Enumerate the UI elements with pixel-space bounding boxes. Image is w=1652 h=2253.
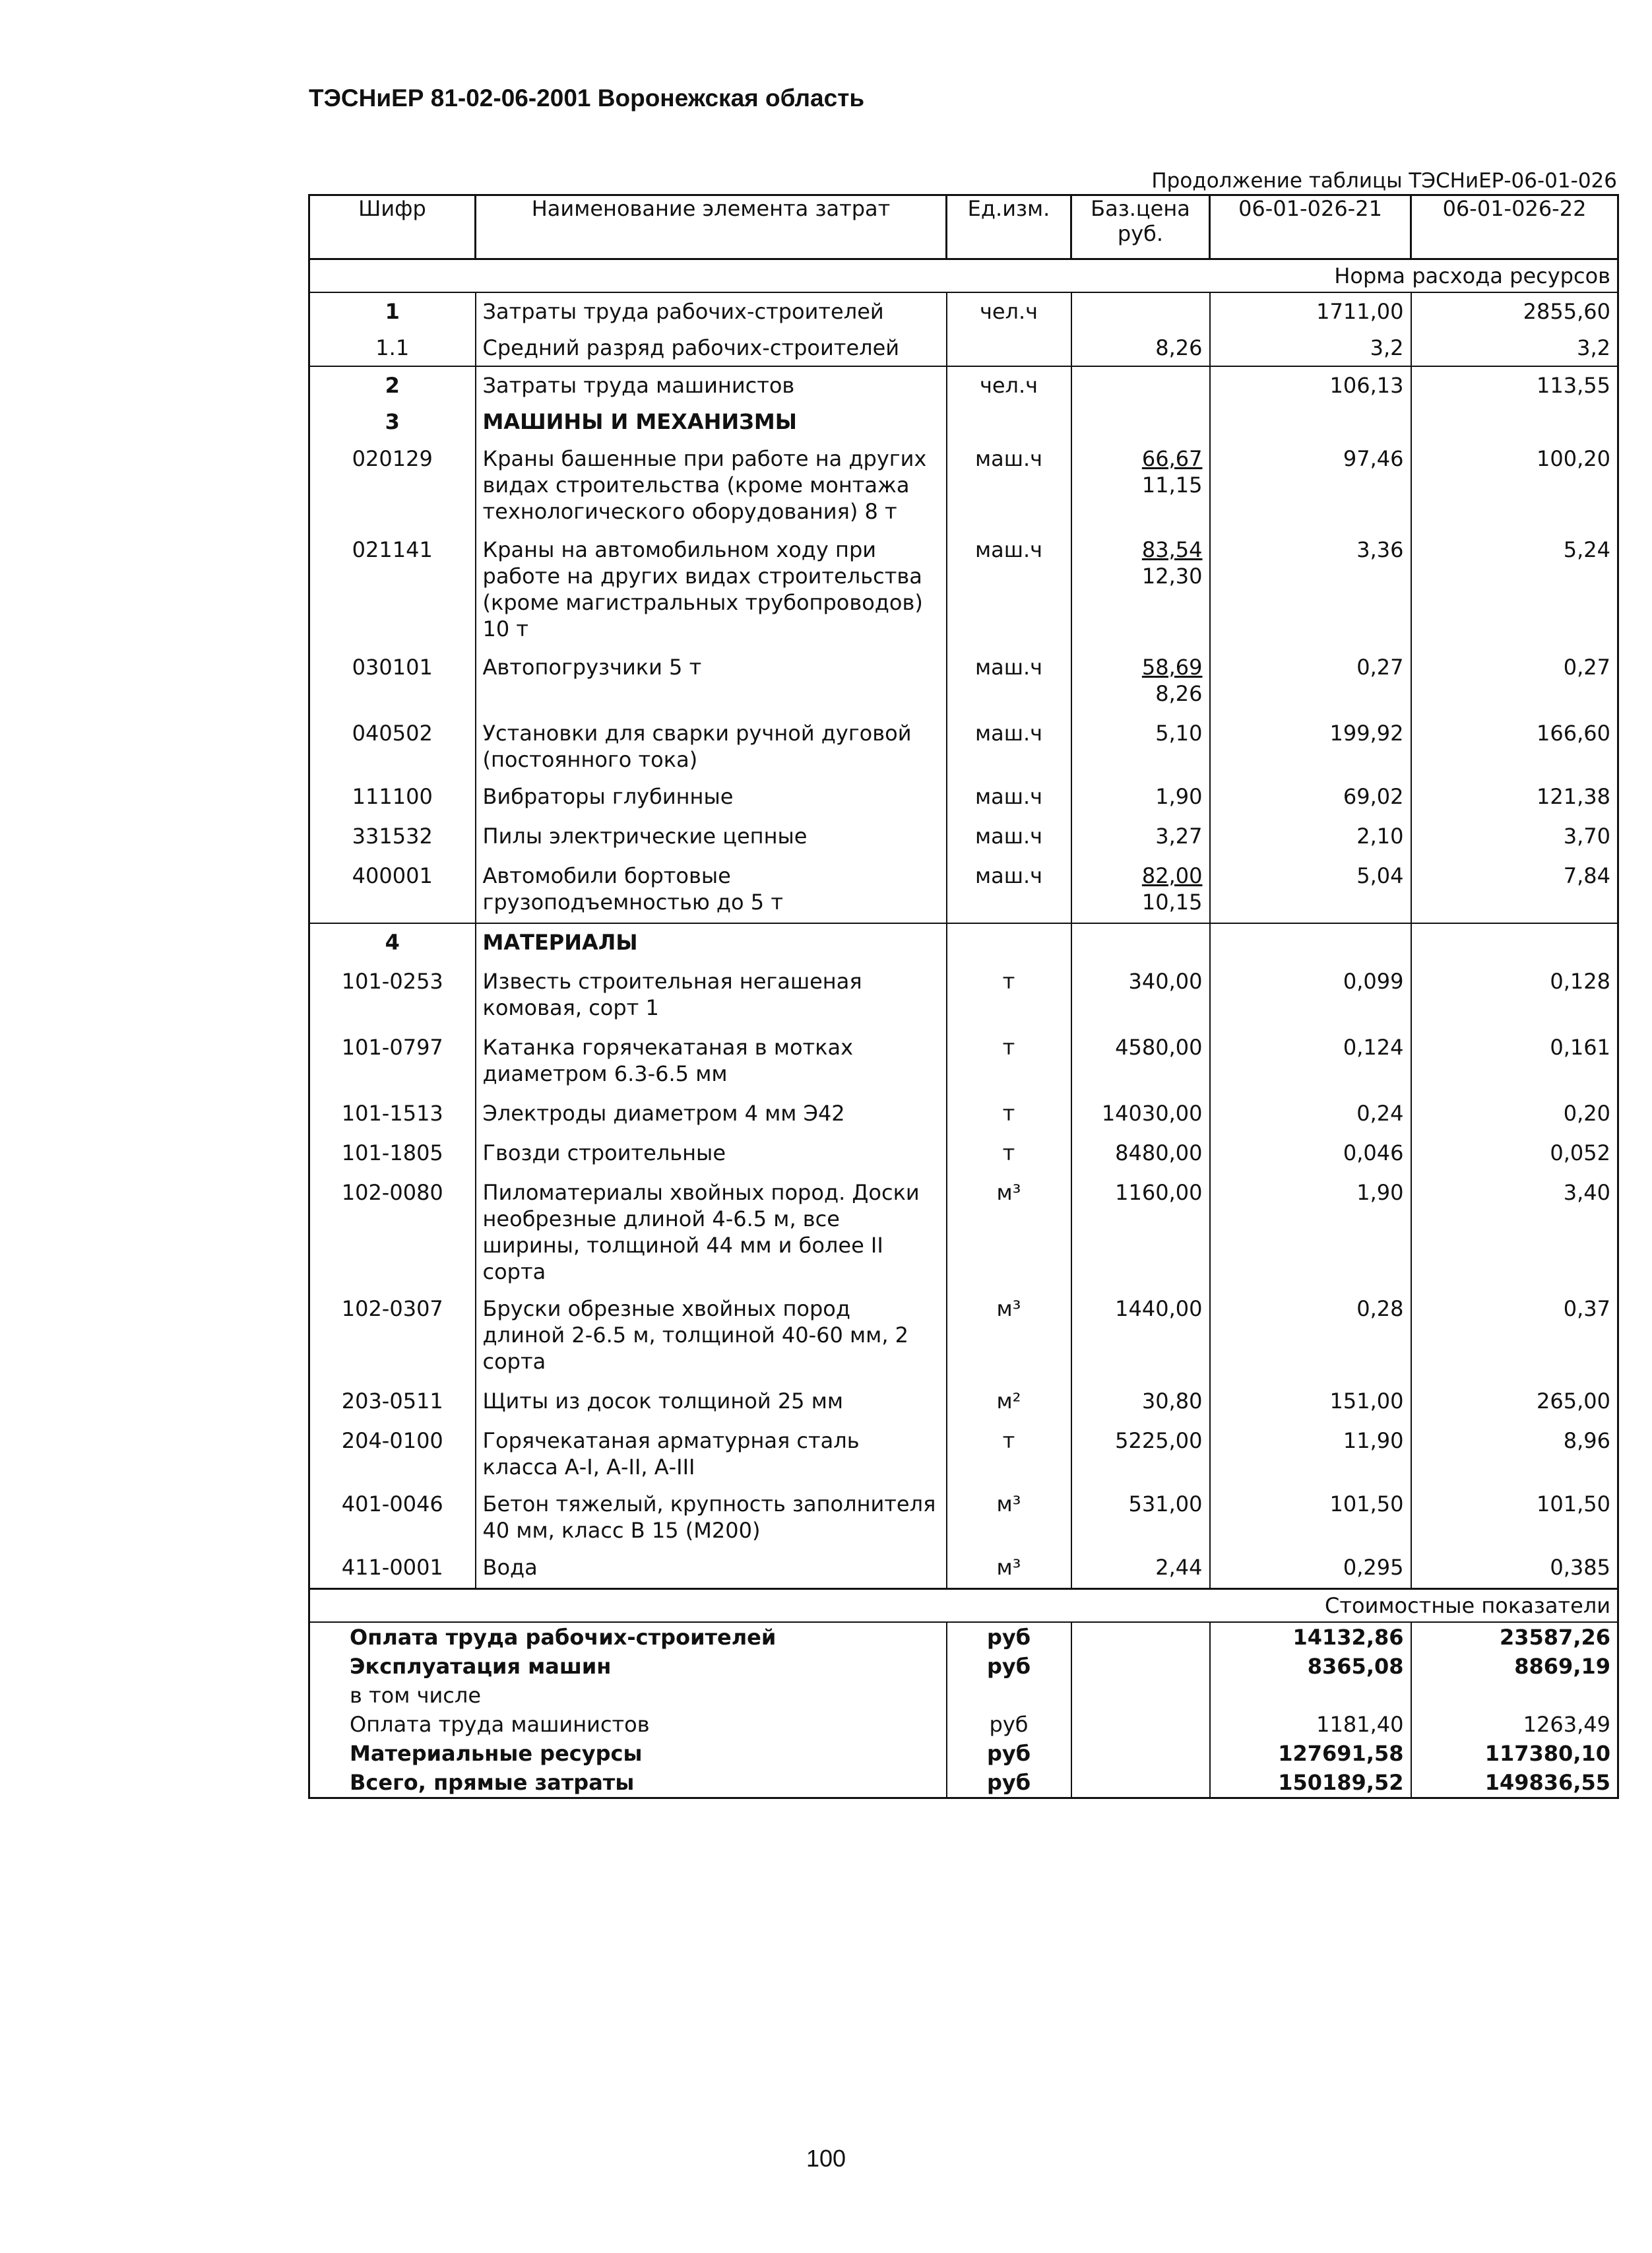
row-unit: маш.ч: [947, 649, 1071, 715]
row-base-price: [1071, 818, 1210, 857]
row-code: 021141: [309, 531, 476, 649]
row-code: 102-0080: [309, 1174, 476, 1290]
row-base-price-value: 2,44: [1155, 1555, 1203, 1580]
row-base-price: [1071, 1383, 1210, 1422]
row-value-a: 5,04: [1210, 857, 1411, 923]
totals-unit: руб: [947, 1710, 1071, 1739]
row-base-price: [1071, 403, 1210, 440]
row-base-price-operator-wage: 12,30: [1141, 564, 1203, 589]
table-row: [309, 531, 1618, 649]
table-row: [309, 1095, 1618, 1134]
totals-base-price: [1071, 1681, 1210, 1710]
row-value-b: 0,052: [1411, 1134, 1618, 1174]
row-value-a: 106,13: [1210, 366, 1411, 403]
row-value-a: 0,28: [1210, 1290, 1411, 1383]
row-base-price-value: 1,90: [1155, 784, 1203, 809]
table-row: [309, 1174, 1618, 1290]
row-value-a: 0,099: [1210, 963, 1411, 1029]
totals-label: Эксплуатация машин: [309, 1652, 947, 1681]
row-code: 3: [309, 403, 476, 440]
row-value-a: 0,24: [1210, 1095, 1411, 1134]
totals-value-b: 23587,26: [1411, 1622, 1618, 1652]
table-row: [309, 329, 1618, 366]
row-base-price-value: 531,00: [1128, 1491, 1203, 1517]
table-body: [309, 259, 1618, 1798]
norm-header-row: [309, 259, 1618, 293]
row-value-a: 1,90: [1210, 1174, 1411, 1290]
row-base-price-value: 30,80: [1141, 1388, 1203, 1414]
row-base-price-value: 5225,00: [1115, 1428, 1203, 1453]
table-row: [309, 403, 1618, 440]
totals-base-price: [1071, 1652, 1210, 1681]
table-row: [309, 1134, 1618, 1174]
totals-row: [309, 1710, 1618, 1739]
row-code: 101-1805: [309, 1134, 476, 1174]
row-value-a: 0,295: [1210, 1549, 1411, 1588]
row-base-price: [1071, 963, 1210, 1029]
totals-value-a: 1181,40: [1210, 1710, 1411, 1739]
table-row: [309, 1290, 1618, 1383]
row-base-price-value: 14030,00: [1101, 1101, 1203, 1126]
row-value-a: 97,46: [1210, 440, 1411, 531]
table-row: [309, 715, 1618, 778]
row-value-a: 3,36: [1210, 531, 1411, 649]
row-name: Вода: [476, 1549, 947, 1588]
header-unit: Ед.изм.: [947, 195, 1071, 259]
cost-header-row: [309, 1588, 1618, 1622]
table-row: [309, 649, 1618, 715]
row-unit: чел.ч: [947, 292, 1071, 329]
row-value-b: 0,27: [1411, 649, 1618, 715]
row-name: Установки для сварки ручной дуговой (постоянного тока): [476, 715, 947, 778]
totals-value-a: 14132,86: [1210, 1622, 1411, 1652]
totals-value-a: [1210, 1681, 1411, 1710]
row-unit: маш.ч: [947, 818, 1071, 857]
totals-value-b: 149836,55: [1411, 1768, 1618, 1798]
row-base-price: [1071, 1549, 1210, 1588]
row-code: 203-0511: [309, 1383, 476, 1422]
row-name: Вибраторы глубинные: [476, 778, 947, 818]
row-unit: чел.ч: [947, 366, 1071, 403]
totals-row: [309, 1622, 1618, 1652]
totals-unit: руб: [947, 1768, 1071, 1798]
row-unit: м³: [947, 1174, 1071, 1290]
header-base-price-line1: Баз.цена: [1091, 196, 1190, 221]
totals-unit: руб: [947, 1652, 1071, 1681]
row-unit: м³: [947, 1290, 1071, 1383]
table-row: [309, 292, 1618, 329]
row-value-a: 69,02: [1210, 778, 1411, 818]
row-name: Известь строительная негашеная комовая, сорт 1: [476, 963, 947, 1029]
table-continuation-note: Продолжение таблицы ТЭСНиЕР-06-01-026: [1151, 169, 1617, 193]
table-row: [309, 366, 1618, 403]
totals-label: Всего, прямые затраты: [309, 1768, 947, 1798]
row-base-price: [1071, 1134, 1210, 1174]
header-name: Наименование элемента затрат: [476, 195, 947, 259]
page-number: 100: [806, 2145, 846, 2172]
totals-label: в том числе: [309, 1681, 947, 1710]
row-name: Бруски обрезные хвойных пород длиной 2-6.5 м, толщиной 40-60 мм, 2 сорта: [476, 1290, 947, 1383]
row-base-price: [1071, 778, 1210, 818]
totals-value-b: 8869,19: [1411, 1652, 1618, 1681]
row-unit: маш.ч: [947, 857, 1071, 923]
row-code: 400001: [309, 857, 476, 923]
row-code: 411-0001: [309, 1549, 476, 1588]
row-base-price: [1071, 1422, 1210, 1486]
totals-unit: руб: [947, 1622, 1071, 1652]
row-base-price: [1071, 1174, 1210, 1290]
totals-value-b: 117380,10: [1411, 1739, 1618, 1768]
table-row: [309, 1383, 1618, 1422]
row-value-a: [1210, 923, 1411, 963]
row-base-price-value: 5,10: [1155, 721, 1203, 746]
row-base-price-value: 1440,00: [1115, 1296, 1203, 1321]
row-code: 111100: [309, 778, 476, 818]
totals-unit: руб: [947, 1739, 1071, 1768]
row-unit: [947, 923, 1071, 963]
header-code: Шифр: [309, 195, 476, 259]
row-base-price-value: 82,00: [1141, 863, 1203, 888]
row-base-price: [1071, 292, 1210, 329]
row-base-price-value: 1160,00: [1115, 1180, 1203, 1205]
row-code: 204-0100: [309, 1422, 476, 1486]
row-unit: т: [947, 1422, 1071, 1486]
row-base-price-value: 58,69: [1141, 655, 1203, 680]
row-value-b: 101,50: [1411, 1486, 1618, 1549]
row-name: МАШИНЫ И МЕХАНИЗМЫ: [476, 403, 947, 440]
row-code: 1.1: [309, 329, 476, 366]
row-value-a: 2,10: [1210, 818, 1411, 857]
row-name: Средний разряд рабочих-строителей: [476, 329, 947, 366]
totals-base-price: [1071, 1710, 1210, 1739]
header-col-a: 06-01-026-21: [1210, 195, 1411, 259]
row-unit: т: [947, 1029, 1071, 1095]
row-base-price: [1071, 1095, 1210, 1134]
row-value-b: 3,70: [1411, 818, 1618, 857]
row-base-price-value: 4580,00: [1115, 1035, 1203, 1060]
row-code: 102-0307: [309, 1290, 476, 1383]
row-name: Электроды диаметром 4 мм Э42: [476, 1095, 947, 1134]
row-value-a: 0,27: [1210, 649, 1411, 715]
row-base-price: [1071, 1486, 1210, 1549]
table-row: [309, 923, 1618, 963]
row-name: Бетон тяжелый, крупность заполнителя 40 мм, класс В 15 (М200): [476, 1486, 947, 1549]
row-value-b: 0,37: [1411, 1290, 1618, 1383]
row-value-b: [1411, 923, 1618, 963]
table-row: [309, 440, 1618, 531]
row-name: Пиломатериалы хвойных пород. Доски необрезные длиной 4-6.5 м, все ширины, толщиной 44 мм и более II сорта: [476, 1174, 947, 1290]
row-name: Краны башенные при работе на других видах строительства (кроме монтажа технологического оборудования) 8 т: [476, 440, 947, 531]
norm-header: Норма расхода ресурсов: [309, 259, 1618, 293]
totals-value-b: [1411, 1681, 1618, 1710]
row-value-b: 7,84: [1411, 857, 1618, 923]
table-row: [309, 963, 1618, 1029]
row-value-a: 11,90: [1210, 1422, 1411, 1486]
row-unit: т: [947, 1134, 1071, 1174]
row-value-b: 265,00: [1411, 1383, 1618, 1422]
row-name: Щиты из досок толщиной 25 мм: [476, 1383, 947, 1422]
row-name: Горячекатаная арматурная сталь класса А-I, А-II, А-III: [476, 1422, 947, 1486]
row-code: 020129: [309, 440, 476, 531]
totals-value-a: 127691,58: [1210, 1739, 1411, 1768]
table-row: [309, 1029, 1618, 1095]
resource-table: [308, 194, 1619, 1799]
row-unit: маш.ч: [947, 440, 1071, 531]
row-value-b: 3,2: [1411, 329, 1618, 366]
totals-row: [309, 1652, 1618, 1681]
header-base-price: [1071, 195, 1210, 259]
header-base-price-line2: руб.: [1117, 221, 1164, 246]
totals-value-a: 8365,08: [1210, 1652, 1411, 1681]
row-base-price-value: 8,26: [1155, 335, 1203, 360]
row-code: 1: [309, 292, 476, 329]
row-name: Краны на автомобильном ходу при работе на других видах строительства (кроме магистральных трубопроводов) 10 т: [476, 531, 947, 649]
row-name: Гвозди строительные: [476, 1134, 947, 1174]
totals-base-price: [1071, 1768, 1210, 1798]
row-value-a: 0,046: [1210, 1134, 1411, 1174]
row-base-price: [1071, 531, 1210, 649]
row-code: 101-1513: [309, 1095, 476, 1134]
row-base-price: [1071, 649, 1210, 715]
row-value-b: 166,60: [1411, 715, 1618, 778]
row-base-price: [1071, 923, 1210, 963]
totals-base-price: [1071, 1622, 1210, 1652]
row-base-price: [1071, 329, 1210, 366]
row-value-b: [1411, 403, 1618, 440]
table-row: [309, 1549, 1618, 1588]
row-name: Затраты труда машинистов: [476, 366, 947, 403]
row-value-b: 100,20: [1411, 440, 1618, 531]
row-value-b: 0,128: [1411, 963, 1618, 1029]
row-base-price: [1071, 1290, 1210, 1383]
totals-base-price: [1071, 1739, 1210, 1768]
totals-label: Оплата труда машинистов: [309, 1710, 947, 1739]
table-row: [309, 1422, 1618, 1486]
totals-row: [309, 1739, 1618, 1768]
row-name: Автомобили бортовые грузоподъемностью до 5 т: [476, 857, 947, 923]
row-name: Катанка горячекатаная в мотках диаметром 6.3-6.5 мм: [476, 1029, 947, 1095]
row-base-price: [1071, 715, 1210, 778]
document-title: ТЭСНиЕР 81-02-06-2001 Воронежская область: [309, 84, 865, 112]
row-value-b: 2855,60: [1411, 292, 1618, 329]
cost-header: Стоимостные показатели: [309, 1588, 1618, 1622]
row-base-price-value: 8480,00: [1115, 1140, 1203, 1165]
row-unit: [947, 403, 1071, 440]
totals-label: Материальные ресурсы: [309, 1739, 947, 1768]
row-value-a: [1210, 403, 1411, 440]
row-code: 040502: [309, 715, 476, 778]
row-unit: маш.ч: [947, 715, 1071, 778]
row-code: 030101: [309, 649, 476, 715]
row-unit: м²: [947, 1383, 1071, 1422]
row-value-b: 3,40: [1411, 1174, 1618, 1290]
row-base-price-value: 3,27: [1155, 824, 1203, 849]
row-base-price-operator-wage: 8,26: [1155, 681, 1203, 706]
row-value-b: 0,20: [1411, 1095, 1618, 1134]
totals-label: Оплата труда рабочих-строителей: [309, 1622, 947, 1652]
row-code: 101-0797: [309, 1029, 476, 1095]
row-unit: т: [947, 963, 1071, 1029]
table-row: [309, 778, 1618, 818]
row-value-a: 101,50: [1210, 1486, 1411, 1549]
row-unit: [947, 329, 1071, 366]
row-name: Пилы электрические цепные: [476, 818, 947, 857]
row-code: 331532: [309, 818, 476, 857]
row-value-a: 151,00: [1210, 1383, 1411, 1422]
totals-unit: [947, 1681, 1071, 1710]
row-name: Затраты труда рабочих-строителей: [476, 292, 947, 329]
row-name: Автопогрузчики 5 т: [476, 649, 947, 715]
row-code: 401-0046: [309, 1486, 476, 1549]
totals-row: [309, 1681, 1618, 1710]
row-value-b: 113,55: [1411, 366, 1618, 403]
row-code: 101-0253: [309, 963, 476, 1029]
row-unit: т: [947, 1095, 1071, 1134]
row-unit: маш.ч: [947, 531, 1071, 649]
row-value-a: 199,92: [1210, 715, 1411, 778]
row-unit: м³: [947, 1549, 1071, 1588]
totals-row: [309, 1768, 1618, 1798]
totals-value-b: 1263,49: [1411, 1710, 1618, 1739]
row-value-a: 3,2: [1210, 329, 1411, 366]
row-value-b: 121,38: [1411, 778, 1618, 818]
table-row: [309, 857, 1618, 923]
row-value-a: 0,124: [1210, 1029, 1411, 1095]
row-base-price-value: 83,54: [1141, 537, 1203, 562]
row-base-price: [1071, 1029, 1210, 1095]
row-code: 2: [309, 366, 476, 403]
row-unit: м³: [947, 1486, 1071, 1549]
row-value-b: 0,385: [1411, 1549, 1618, 1588]
row-unit: маш.ч: [947, 778, 1071, 818]
row-base-price: [1071, 366, 1210, 403]
row-value-a: 1711,00: [1210, 292, 1411, 329]
row-base-price-value: 340,00: [1128, 969, 1203, 994]
totals-value-a: 150189,52: [1210, 1768, 1411, 1798]
row-name: МАТЕРИАЛЫ: [476, 923, 947, 963]
row-value-b: 8,96: [1411, 1422, 1618, 1486]
table-row: [309, 818, 1618, 857]
row-base-price: [1071, 857, 1210, 923]
row-base-price-operator-wage: 11,15: [1141, 473, 1203, 498]
row-base-price-operator-wage: 10,15: [1141, 890, 1203, 915]
row-base-price: [1071, 440, 1210, 531]
row-value-b: 5,24: [1411, 531, 1618, 649]
table-header-row: [309, 195, 1618, 259]
table-row: [309, 1486, 1618, 1549]
row-base-price-value: 66,67: [1141, 446, 1203, 471]
header-col-b: 06-01-026-22: [1411, 195, 1618, 259]
row-value-b: 0,161: [1411, 1029, 1618, 1095]
row-code: 4: [309, 923, 476, 963]
